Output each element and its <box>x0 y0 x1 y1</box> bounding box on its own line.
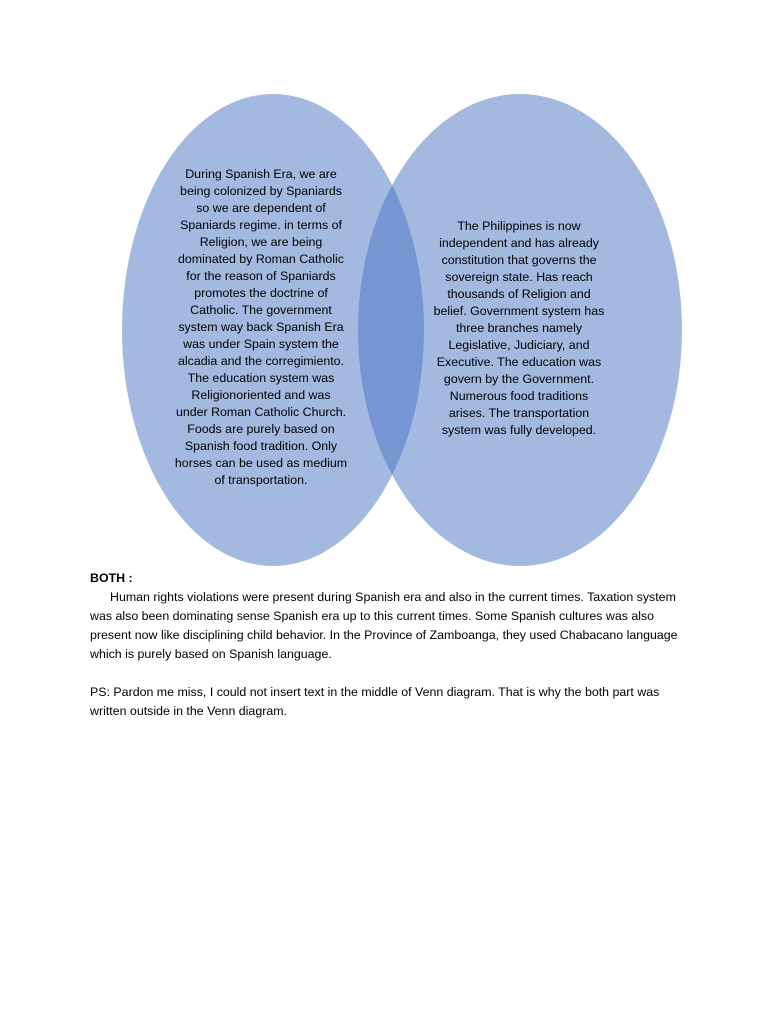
both-paragraph: Human rights violations were present during Spanish era and also in the current times. Taxation system was also been dominating sense Spanish era up to this current times. Some Spanish cultures was also present now like disciplining child behavior. In the Province of Zamboanga, they used Chabacano language which is purely based on Spanish language. <box>90 590 678 661</box>
notes-section <box>90 569 690 721</box>
ps-paragraph: PS: Pardon me miss, I could not insert text in the middle of Venn diagram. That is why the both part was written outside in the Venn diagram. <box>90 685 660 718</box>
both-heading: BOTH : <box>90 571 133 585</box>
left-circle-text: During Spanish Era, we are being colonized by Spaniards so we are dependent of Spaniards regime. in terms of Religion, we are being dominated by Roman Catholic for the reason of Spaniards promotes the doctrine of Catholic. The government system way back Spanish Era was under Spain system the alcadia and the corregimiento. The education system was Religionoriented and was under Roman Catholic Church. Foods are purely based on Spanish food tradition. Only horses can be used as medium of transportation. <box>174 167 348 487</box>
right-circle-text: The Philippines is now independent and has already constitution that governs the sovereign state. Has reach thousands of Religion and belief. Government system has three branches namely Legislative, Judiciary, and Executive. The education was govern by the Government. Numerous food traditions arises. The transportation system was fully developed. <box>433 219 605 437</box>
